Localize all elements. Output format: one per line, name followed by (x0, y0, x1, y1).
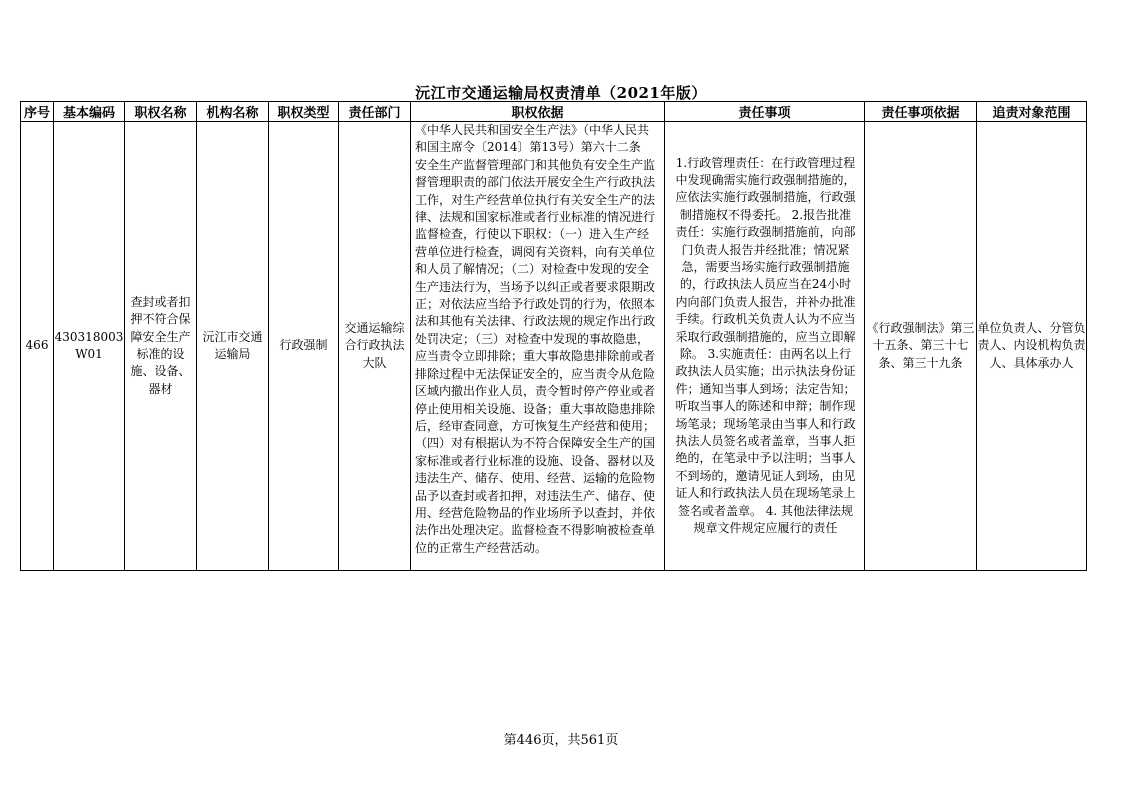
cell-power-type: 行政强制 (269, 122, 339, 571)
cell-resp (665, 122, 865, 571)
basis-clause-1: 安全生产监督管理部门和其他负有安全生产监督管理职责的部门依法开展安全生产行政执法工作，对生产经营单位执行有关安全生产的法律、法规和国家标准或者行业标准的情况进行监督检查，行使以下职权：（一）进入生产经营单位进行检查，调阅有关资料，向有关单位和人员了解情况；（二）对检查中发现的安全生产违法行为，当场予以纠正或者要求限期改正；对依法应当给予行政处罚的行为，依照本法和其他有关法律、行政法规的规定作出行政处罚决定；（三）对检查中发现的事故隐患，应当责令立即排除；重大事故隐患排除前或者排除过程中无法保证安全的，应当责令从危险区域内撤出作业人员，责令暂时停产停业或者停止使用相关设施、设备；重大事故隐患排除后，经审查同意，方可恢复生产经营和使用； (415, 157, 656, 433)
header-org-name: 机构名称 (197, 102, 269, 122)
page-number: 第446页，共561页 (503, 733, 619, 748)
basis-clause-2: （四）对有根据认为不符合保障安全生产的国家标准或者行业标准的设施、设备、器材以及违法生产、储存、使用、经营、运输的危险物品予以查封或者扣押，对违法生产、储存、使用、经营危险物品的作业场所予以查封，并依法作出处理决定。监督检查不得影响被检查单位的正常生产经营活动。 (415, 436, 656, 555)
header-row (21, 102, 1087, 122)
table-row (21, 122, 1087, 571)
header-power-name: 职权名称 (125, 102, 197, 122)
header-basis: 职权依据 (411, 102, 665, 122)
header-power-type: 职权类型 (269, 102, 339, 122)
resp-text: 1.行政管理责任：在行政管理过程中发现确需实施行政强制措施的，应依法实施行政强制措施，行政强制措施权不得委托。 2.报告批准责任：实施行政强制措施前，向部门负责人报告并经批准；情况紧急，需要当场实施行政强制措施的，行政执法人员应当在24小时内向部门负责人报告，并补办批准手续。行政机关负责人认为不应当采取行政强制措施的，应当立即解除。 3.实施责任：由两名以上行政执法人员实施；出示执法身份证件；通知当事人到场；法定告知；听取当事人的陈述和申辩；制作现场笔录；现场笔录由当事人和行政执法人员签名或者盖章，当事人拒绝的，在笔录中予以注明；当事人不到场的，邀请见证人到场，由见证人和行政执法人员在现场笔录上签名或者盖章。 4. 其他法律法规规章文件规定应履行的责任 (675, 155, 856, 536)
document-title: 沅江市交通运输局权责清单（2021年版） (415, 84, 707, 102)
cell-seq: 466 (21, 122, 54, 571)
cell-resp-basis: 《行政强制法》第三十五条、第三十七条、第三十九条 (865, 122, 977, 571)
header-resp-basis: 责任事项依据 (865, 102, 977, 122)
basis-law-title: 《中华人民共和国安全生产法》（中华人民共和国主席令〔2014〕第13号）第六十二条 (415, 123, 650, 155)
cell-scope: 单位负责人、分管负责人、内设机构负责人、具体承办人 (977, 122, 1087, 571)
header-dept: 责任部门 (339, 102, 411, 122)
power-list-table (20, 101, 1087, 571)
cell-org-name: 沅江市交通运输局 (197, 122, 269, 571)
header-resp: 责任事项 (665, 102, 865, 122)
cell-power-name: 查封或者扣押不符合保障安全生产标准的设施、设备、器材 (125, 122, 197, 571)
header-code: 基本编码 (54, 102, 125, 122)
cell-basis (411, 122, 665, 571)
header-seq: 序号 (21, 102, 54, 122)
cell-code: 430318003W01 (54, 122, 125, 571)
header-scope: 追责对象范围 (977, 102, 1087, 122)
cell-dept: 交通运输综合行政执法大队 (339, 122, 411, 571)
